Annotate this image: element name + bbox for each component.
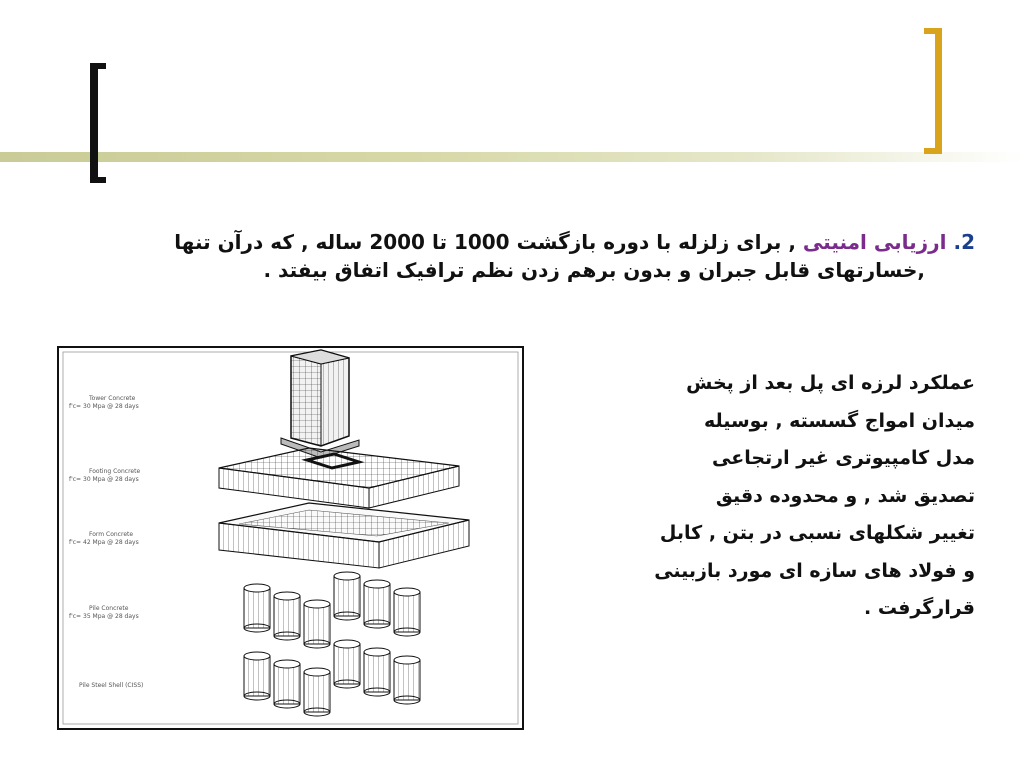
form-slab — [219, 503, 469, 568]
body-line-2: میدان امواج گسسته , بوسیله — [703, 409, 975, 432]
pile-group-steel-shell — [244, 640, 420, 716]
figure-label-1: Tower Concrete — [89, 395, 136, 402]
figure-label-5: Form Concrete — [89, 531, 134, 538]
body-line-1: عملکرد لرزه ای پل بعد از پخش — [686, 372, 975, 394]
footing-slab — [219, 448, 459, 508]
figure-label-6: f'c= 42 Mpa @ 28 days — [69, 539, 139, 546]
figure-label-7: Pile Concrete — [89, 605, 129, 612]
bridge-foundation-figure — [57, 346, 524, 730]
heading-line-1-text: , برای زلزله با دوره بازگشت 1000 تا 2000 ساله , که درآن تنها — [174, 230, 796, 254]
body-line-7: قرارگرفت . — [864, 597, 975, 619]
body-line-6: و فولاد های سازه ای مورد بازبینی — [654, 559, 975, 582]
slide-heading — [120, 228, 975, 284]
body-line-4: تصدیق شد , و محدوده دقیق — [715, 484, 975, 507]
figure-label-2: f'c= 30 Mpa @ 28 days — [69, 403, 139, 410]
right-bracket-decoration — [924, 28, 942, 154]
figure-label-4: f'c= 30 Mpa @ 28 days — [69, 476, 139, 483]
body-line-3: مدل کامپیوتری غیر ارتجاعی — [712, 447, 975, 469]
pile-group-concrete — [244, 572, 420, 648]
exploded-foundation-model-drawing — [59, 348, 522, 728]
left-bracket-decoration — [90, 63, 106, 183]
body-line-5: تغییر شکلهای نسبی در بتن , کابل — [659, 522, 975, 544]
heading-number: 2. — [953, 230, 975, 254]
slide-body-text — [590, 365, 975, 628]
figure-label-8: f'c= 35 Mpa @ 28 days — [69, 613, 139, 620]
tower-block — [281, 350, 359, 458]
figure-label-3: Footing Concrete — [89, 468, 141, 475]
heading-title: ارزیابی امنیتی — [802, 230, 947, 254]
heading-line-2: ,خسارتهای قابل جبران و بدون برهم زدن نظم ترافیک اتفاق بیفتد . — [263, 258, 925, 282]
heading-line-1 — [120, 228, 975, 256]
header-accent-bar — [0, 152, 1024, 162]
figure-label-9: Pile Steel Shell (CISS) — [79, 682, 144, 689]
